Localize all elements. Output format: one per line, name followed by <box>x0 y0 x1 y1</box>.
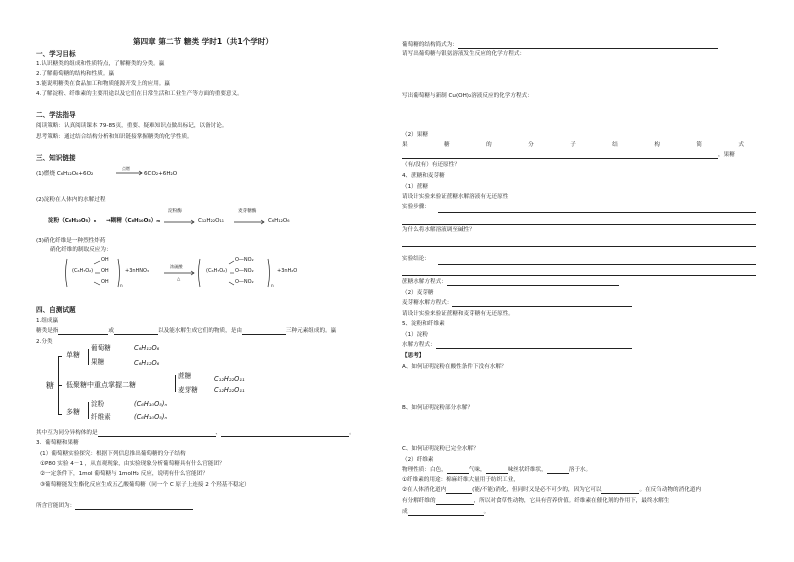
starch-hydrolysis-blank[interactable] <box>436 342 632 349</box>
glucose-experiment: (1）葡萄糖实验探究：根据下列信息推出葡萄糖的分子结构 <box>40 451 186 457</box>
enzyme-amylase: 淀粉酶 <box>168 209 182 214</box>
sub-composition: 1.组成蠃 <box>36 318 59 324</box>
subscript-n-1: n <box>120 283 123 288</box>
tree-fructose-formula: C₆H₁₂O₆ <box>134 359 160 367</box>
digestion-c: 。在反刍动物的消化道内 <box>639 487 702 494</box>
functional-groups <box>36 503 193 510</box>
reaction-2-arrow-2 <box>234 219 266 225</box>
blank-3[interactable] <box>242 328 286 335</box>
tree-starch: 淀粉 <box>91 400 105 408</box>
maltose-hydrolysis-label: 麦芽糖水解方程式： <box>402 300 453 307</box>
conclusion-blank-2[interactable] <box>402 275 756 276</box>
digest-blank[interactable] <box>446 487 472 494</box>
isomer-question: 其中互为同分异构体的是 、 。 <box>36 430 355 437</box>
tree-sucrose: 蔗糖 <box>178 372 192 380</box>
cellulose-ruminant <box>402 498 669 505</box>
char: 简 <box>696 142 702 148</box>
reaction-1-reactants: (1)燃烧 C₆H₁₂O₆+6O₂ <box>36 171 94 177</box>
goal-2: 2.了解葡萄糖的结构和性质。蠃 <box>36 71 115 77</box>
fructose-blank-line <box>402 152 735 159</box>
section-4-heading: 四、自测试题 <box>36 306 76 314</box>
text-or: 或 <box>108 328 114 335</box>
subscript-n-2: n <box>271 283 274 288</box>
glucose-structure-blank[interactable] <box>458 42 718 49</box>
reaction-1-products: 6CO₂+6H₂O <box>144 171 178 177</box>
hydroxyl-2: OH <box>101 268 109 274</box>
char: 果 <box>402 142 408 148</box>
reaction-1-arrow <box>116 170 144 176</box>
product-b: 。 <box>483 509 490 516</box>
question-c: C、如何证明淀粉已完全水解？ <box>402 446 479 452</box>
tree-root-sugar: 糖 <box>46 381 54 390</box>
tree-fructose: 果糖 <box>91 358 105 366</box>
glucose-structure <box>402 42 718 49</box>
digestion-b: (能/不能)消化，但同时又是必不可少的，因为它可以 <box>472 487 602 494</box>
sucrose-experiment-design: 请设计实验来验证蔗糖水解溶液有无还原性 <box>402 194 509 200</box>
maltose-formula-text: C₁₂H₂₂O₁₁ <box>198 218 224 224</box>
reaction-2-arrow-1 <box>164 219 196 225</box>
experiment-steps-label: 实验步骤： <box>402 204 430 210</box>
maltose-hydrolysis <box>402 300 632 307</box>
reducing-experiment-design: 请设计实验来验证蔗糖和麦芽糖有无还原性。 <box>402 311 514 317</box>
isomer-blank-2[interactable] <box>221 430 349 437</box>
blank-1[interactable] <box>58 328 108 335</box>
enzyme-blank[interactable] <box>436 498 474 505</box>
fructose-structure-line <box>402 142 744 149</box>
tree-sucrose-formula: C₁₂H₂₂O₁₁ <box>214 375 245 383</box>
physical-a: 物理性质：白色， <box>402 467 447 474</box>
starch-cellulose-heading: 5、淀粉和纤维素 <box>402 321 445 327</box>
fructose-heading: （2）果糖 <box>402 132 428 138</box>
nitrocellulose-reaction-diagram <box>64 255 304 295</box>
tree-brace-di <box>175 375 176 392</box>
cellulose-physical <box>402 467 591 474</box>
isomer-text: 其中互为同分异构体的是 <box>36 430 98 437</box>
reaction-3-subtitle: 硝化纤维的制取反应为： <box>50 247 112 253</box>
digestion-a: ②在人体消化道内 <box>402 487 447 494</box>
function-blank[interactable] <box>601 487 639 494</box>
sucrose-hydrolysis-blank[interactable] <box>447 279 619 286</box>
fructose-tail: ，果糖 <box>718 152 735 159</box>
product-a: 成 <box>402 509 408 516</box>
char: 结 <box>612 142 618 148</box>
goal-1: 1.认识糖类的组成和性质特点，了解糖类的分类。蠃 <box>36 61 165 67</box>
reaction-2-label: (2)淀粉在人体内的水解过程 <box>36 197 106 203</box>
cellulose-heading: （2）纤维素 <box>402 457 434 463</box>
condition-sulfuric-acid: 浓硫酸 <box>170 264 183 269</box>
text-three-elements: 三种元素组成的。蠃 <box>285 328 337 335</box>
nitro-core: (C₆H₇O₂) <box>206 268 228 274</box>
isomer-blank-1[interactable] <box>98 430 216 437</box>
tree-glucose: 葡萄糖 <box>91 344 111 352</box>
cellulose-core: (C₆H₇O₂) <box>72 268 94 274</box>
functional-groups-blank[interactable] <box>75 503 193 510</box>
cellulose-uses: ①纤维素的用途：棉麻纤维大量用于纺织工业， <box>402 477 519 483</box>
physical-c: 味丝状纤维状， <box>507 467 547 474</box>
ruminant-b: ，所以对食草性动物，它具有营养价值。纤维素在催化剂的作用下，最终水解生 <box>473 498 670 505</box>
steps-blank-2[interactable] <box>402 224 756 225</box>
tree-polysaccharide: 多糖 <box>66 408 80 416</box>
condition-heat: △ <box>177 276 181 281</box>
char: 的 <box>486 142 492 148</box>
starch-formula: 淀粉（C₆H₁₀O₅）ₙ <box>48 218 97 224</box>
physical-b: 气味， <box>468 467 486 474</box>
cellulose-digestion <box>402 487 701 494</box>
tree-cellulose: 纤维素 <box>91 413 111 421</box>
blank-2[interactable] <box>114 328 158 335</box>
starch-hydrolysis-label: 水解方程式： <box>402 342 436 349</box>
sucrose-hydrolysis <box>402 279 619 286</box>
page-title: 第四章 第二节 糖类 学时1（共1个学时） <box>133 37 273 46</box>
thinking-strategy: 思考策略：通过结合结构分析和知识链接掌握糖类的化学性质。 <box>36 134 193 140</box>
fructose-reducing-question: （有/没有）有还原性？ <box>402 162 460 168</box>
tree-maltose-formula: C₁₂H₂₂O₁₁ <box>214 386 245 394</box>
text-and-hydrolysis: 以及能水解生成它们的物质，是由 <box>158 328 242 335</box>
text-sugars-are: 糖类是指 <box>36 328 59 335</box>
nitric-acid: +3nHNO₃ <box>125 268 149 274</box>
odor-blank[interactable] <box>447 467 469 474</box>
dextrin-formula: →糊精（C₆H₁₀O₅）ₘ <box>106 218 161 224</box>
char: 分 <box>528 142 534 148</box>
glucose-experiment-b: ②一定条件下，1mol 葡萄糖与 1molH₂ 反应，说明有什么官能团？ <box>40 471 208 477</box>
tree-brace-poly <box>88 402 89 419</box>
tree-brace-mono <box>88 349 89 365</box>
conclusion-blank-1[interactable] <box>438 264 756 265</box>
char: 式 <box>738 142 744 148</box>
fill-composition <box>36 328 336 335</box>
goal-4: 4.了解淀粉、纤维素的主要用途以及它们在日常生活和工业生产等方面的重要意义。 <box>36 91 243 97</box>
functional-groups-label: 所含官能团为： <box>36 503 76 510</box>
reading-strategy: 阅读策略：认真阅读课本 79-85页，重要、疑难知识点做出标记，以备讨论。 <box>36 123 228 129</box>
maltose-heading: （2）麦芽糖 <box>402 290 434 296</box>
alkaline-blank[interactable] <box>402 246 756 247</box>
glucose-formula-text: C₆H₁₂O₆ <box>268 218 290 224</box>
copper-hydroxide-prompt: 写出葡萄糖与新制 Cu(OH)₂溶液反应的化学方程式： <box>402 93 533 99</box>
tree-glucose-formula: C₆H₁₂O₆ <box>134 344 160 352</box>
goal-3: 3.能说明糖类在食品加工和物质能源开发上的应用。蠃 <box>36 81 170 87</box>
tree-tick <box>58 414 62 415</box>
starch-hydrolysis <box>402 342 632 349</box>
nitrate-3: O—NO₂ <box>235 279 254 285</box>
maltose-hydrolysis-blank[interactable] <box>452 300 632 307</box>
why-alkaline-question: 为什么将水解溶液调至碱性？ <box>402 227 475 233</box>
glucose-experiment-c: ③葡萄糖能发生酯化反应生成五乙酸葡萄糖（同一个 C 原子上连接 2 个羟基不稳定） <box>40 482 250 488</box>
solubility-blank[interactable] <box>547 467 569 474</box>
water-product: +3nH₂O <box>277 268 298 274</box>
sucrose-hydrolysis-label: 蔗糖水解方程式： <box>402 279 447 286</box>
nitrate-2: O—NO₂ <box>235 268 254 274</box>
glucose-structure-label: 葡萄糖的结构简式为： <box>402 42 458 49</box>
section-2-heading: 二、学法指导 <box>36 111 76 119</box>
reaction-3-label: (3)硝化纤维是一种烈性炸药 <box>36 238 106 244</box>
sucrose-maltose-heading: 4、蔗糖和麦芽糖 <box>402 173 445 179</box>
sub-classification: 2.分类 <box>36 339 53 345</box>
experiment-conclusion-label: 实验结论： <box>402 256 430 262</box>
question-a: A、如何证明淀粉在酸性条件下没有水解？ <box>402 364 507 370</box>
tree-monosaccharide: 单糖 <box>66 351 80 359</box>
taste-blank[interactable] <box>486 467 508 474</box>
question-b: B、如何证明淀粉部分水解？ <box>402 405 473 411</box>
tree-oligosaccharide: 低聚糖中重点掌握二糖 <box>66 381 136 389</box>
nitrate-1: O—NO₂ <box>235 257 254 263</box>
char: 糖 <box>444 142 450 148</box>
hydroxyl-1: OH <box>101 257 109 263</box>
tree-tick <box>58 385 62 386</box>
period: 。 <box>349 430 355 437</box>
sucrose-heading: （1）蔗糖 <box>402 184 428 190</box>
tree-starch-formula: (C₆H₁₀O₅)ₙ <box>134 400 168 408</box>
sub-glucose-fructose: 3．葡萄糖和果糖 <box>36 440 79 446</box>
tree-cellulose-formula: (C₆H₁₀O₅)ₙ <box>134 413 168 421</box>
char: 构 <box>654 142 660 148</box>
enzyme-maltase: 麦芽糖酶 <box>238 209 257 214</box>
char: 子 <box>570 142 576 148</box>
product-blank[interactable] <box>408 509 484 516</box>
section-1-heading: 一、学习目标 <box>36 50 76 58</box>
fructose-structure-blank[interactable] <box>402 152 718 159</box>
starch-heading: （1）淀粉 <box>402 332 428 338</box>
reaction-1-condition: 点燃 <box>122 166 130 171</box>
steps-blank-1[interactable] <box>438 212 756 213</box>
cellulose-product <box>402 509 489 516</box>
think-heading: 【思考】 <box>402 353 425 359</box>
physical-d: 溶于水。 <box>568 467 592 474</box>
silver-mirror-prompt: 请写出葡萄糖与银氨溶液发生反应的化学方程式： <box>402 51 526 57</box>
tree-tick <box>58 356 62 357</box>
ruminant-a: 有分解纤维的 <box>402 498 436 505</box>
section-3-heading: 三、知识链接 <box>36 154 76 162</box>
hydroxyl-3: OH <box>101 279 109 285</box>
glucose-experiment-a: ①P80 实验 4－1 ，从直观现象，由实验现象分析葡萄糖具有什么官能团？ <box>40 461 225 467</box>
tree-maltose: 麦芽糖 <box>178 386 198 394</box>
